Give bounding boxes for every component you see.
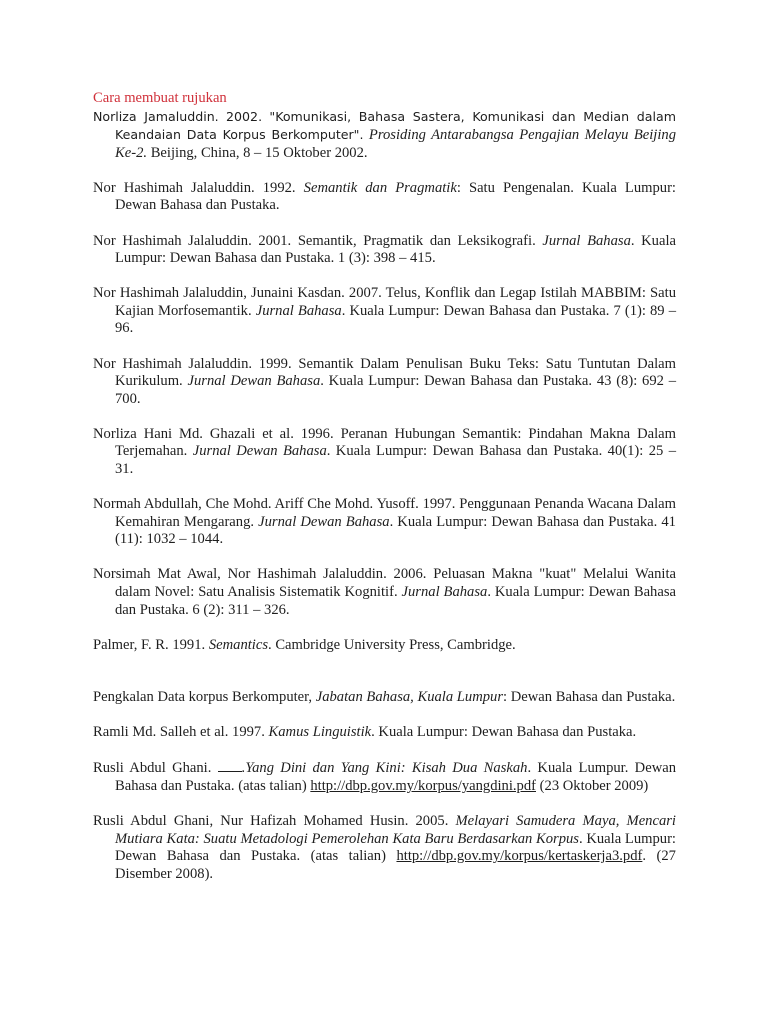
reference-lead: Rusli Abdul Ghani. xyxy=(93,760,212,777)
reference-lead: Nor Hashimah Jalaluddin. 1992. xyxy=(93,179,296,196)
reference-journal: Jurnal Dewan Bahasa xyxy=(258,513,390,530)
reference-title: Kamus Linguistik xyxy=(268,724,372,741)
reference-source: Prosiding Antarabangsa Pengajian Melayu Beijing Ke-2. xyxy=(115,127,676,161)
reference-lead: Nor Hashimah Jalaluddin, Junaini Kasdan. 2007. Telus, Konflik dan Legap Istilah MABBIM: Satu Kajian Morfosemantik. xyxy=(93,285,676,319)
reference-details: . Kuala Lumpur: Dewan Bahasa dan Pustaka. 40(1): 25 – 31. xyxy=(115,443,676,477)
reference-url-link[interactable]: http://dbp.gov.my/korpus/kertaskerja3.pdf xyxy=(396,848,643,865)
reference-entry xyxy=(93,759,676,795)
reference-entry xyxy=(93,426,676,479)
reference-lead: Ramli Md. Salleh et al. 1997. xyxy=(93,724,265,741)
reference-title: Jabatan Bahasa, Kuala Lumpur xyxy=(315,689,504,706)
reference-author: Norliza Jamaluddin. xyxy=(93,108,219,124)
reference-details: . Kuala Lumpur: Dewan Bahasa dan Pustaka. 41 (11): 1032 – 1044. xyxy=(115,513,676,548)
reference-details: : Dewan Bahasa dan Pustaka. xyxy=(503,689,676,706)
reference-details: . Kuala Lumpur: Dewan Bahasa dan Pustaka. (atas talian) xyxy=(115,830,676,865)
reference-entry xyxy=(93,496,676,549)
reference-access-date: (23 Oktober 2009) xyxy=(539,778,649,795)
blank-year-placeholder xyxy=(218,759,242,772)
reference-lead: Pengkalan Data korpus Berkomputer, xyxy=(93,689,313,706)
reference-details: . Kuala Lumpur: Dewan Bahasa dan Pustaka. 6 (2): 311 – 326. xyxy=(115,583,676,618)
reference-details: . Kuala Lumpur: Dewan Bahasa dan Pustaka. 43 (8): 692 – 700. xyxy=(115,373,676,407)
reference-lead: Palmer, F. R. 1991. xyxy=(93,636,206,653)
reference-lead: Norliza Hani Md. Ghazali et al. 1996. Peranan Hubungan Semantik: Pindahan Makna Dalam Terjemahan. xyxy=(93,425,676,460)
section-heading: Cara membuat rujukan xyxy=(93,90,227,106)
reference-title: .Yang Dini dan Yang Kini: Kisah Dua Naskah xyxy=(241,760,528,777)
reference-details: . Kuala Lumpur: Dewan Bahasa dan Pustaka. 7 (1): 89 – 96. xyxy=(115,302,676,337)
reference-details: : Satu Pengenalan. Kuala Lumpur: Dewan Bahasa dan Pustaka. xyxy=(115,179,676,214)
reference-access-date: . (27 Disember 2008). xyxy=(115,848,676,882)
reference-url-link[interactable]: http://dbp.gov.my/korpus/yangdini.pdf xyxy=(310,778,536,795)
reference-journal: Jurnal Bahasa xyxy=(255,302,342,319)
reference-details: Beijing, China, 8 – 15 Oktober 2002. xyxy=(150,144,368,161)
reference-details: . Kuala Lumpur: Dewan Bahasa dan Pustaka. 1 (3): 398 – 415. xyxy=(115,232,676,267)
reference-entry xyxy=(93,689,676,707)
reference-title: Semantics xyxy=(208,636,269,653)
reference-lead: Normah Abdullah, Che Mohd. Ariff Che Mohd. Yusoff. 1997. Penggunaan Penanda Wacana Dalam Kemahiran Mengarang. xyxy=(93,496,676,530)
reference-entry xyxy=(93,813,676,883)
reference-entry xyxy=(93,724,676,742)
reference-journal: Jurnal Bahasa xyxy=(542,232,631,249)
reference-details: . Kuala Lumpur. Dewan Bahasa dan Pustaka. (atas talian) xyxy=(115,760,677,795)
reference-title: Semantik dan Pragmatik xyxy=(303,179,457,196)
reference-entry xyxy=(93,356,676,409)
reference-title: "Komunikasi, Bahasa Sastera, Komunikasi dan Median dalam Keandaian Data Korpus Berkomputer". xyxy=(115,108,676,143)
reference-entry xyxy=(93,180,676,215)
reference-lead: Norsimah Mat Awal, Nor Hashimah Jalaluddin. 2006. Peluasan Makna "kuat" Melalui Wanita dalam Novel: Satu Analisis Sistematik Kognitif. xyxy=(93,566,676,600)
reference-journal: Jurnal Bahasa xyxy=(401,583,488,600)
reference-entry xyxy=(93,285,676,338)
reference-year: 2002. xyxy=(226,108,263,124)
reference-entry xyxy=(93,108,676,163)
document-page xyxy=(93,90,676,884)
reference-details: . Cambridge University Press, Cambridge. xyxy=(268,636,516,653)
reference-lead: Nor Hashimah Jalaluddin. 2001. Semantik, Pragmatik dan Leksikografi. xyxy=(93,232,536,249)
reference-journal: Jurnal Dewan Bahasa xyxy=(187,373,321,390)
reference-entry xyxy=(93,637,676,655)
reference-lead: Nor Hashimah Jalaluddin. 1999. Semantik Dalam Penulisan Buku Teks: Satu Tuntutan Dalam Kurikulum. xyxy=(93,355,676,390)
reference-entry xyxy=(93,566,676,619)
reference-lead: Rusli Abdul Ghani, Nur Hafizah Mohamed Husin. 2005. xyxy=(93,813,449,830)
reference-journal: Jurnal Dewan Bahasa xyxy=(192,443,327,460)
reference-title: Melayari Samudera Maya, Mencari Mutiara Kata: Suatu Metadologi Pemerolehan Kata Baru Berdasarkan Korpus xyxy=(115,813,676,847)
reference-entry xyxy=(93,233,676,268)
reference-details: . Kuala Lumpur: Dewan Bahasa dan Pustaka. xyxy=(371,724,637,741)
